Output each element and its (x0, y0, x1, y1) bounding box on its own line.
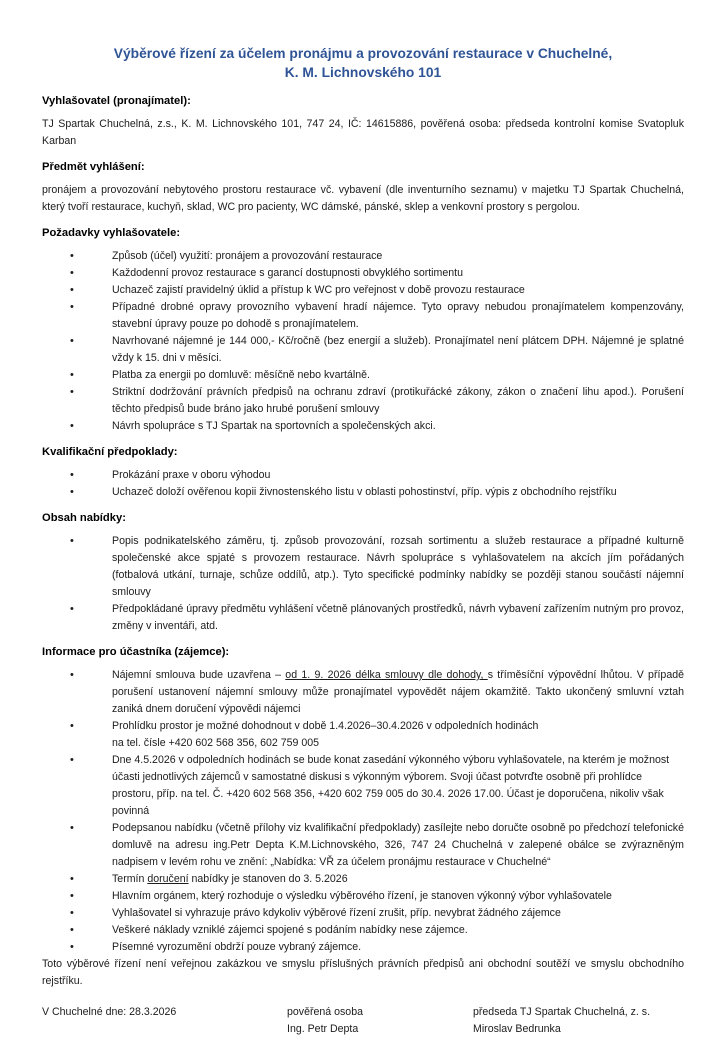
list-item: • Písemné vyrozumění obdrží pouze vybraný zájemce. (42, 939, 684, 956)
authorized-person-role: pověřená osoba (287, 1006, 363, 1018)
list-item (42, 718, 684, 752)
list-item: • Návrh spolupráce s TJ Spartak na sportovních a společenských akci. (42, 418, 684, 435)
subject-paragraph: pronájem a provozování nebytového prostoru restaurace vč. vybavení (dle inventurního seznamu) v majetku TJ Spartak Chuchelná, který tvoří restaurace, kuchyň, sklad, WC pro pacienty, WC dámské, pánské, sklep a venkovní prostory s pergolou. (42, 184, 684, 213)
list-item (42, 667, 684, 718)
lease-start-pre: Nájemní smlouva bude uzavřena – (112, 669, 286, 681)
list-item: • Předpokládané úpravy předmětu vyhlášení včetně plánovaných prostředků, návrh vybavení zařízením nutným pro provoz, změny v inventáři, atd. (42, 601, 684, 635)
list-item: • Podepsanou nabídku (včetně přílohy viz kvalifikační předpoklady) zasílejte nebo doručte osobně po předchozí telefonické domluvě na adresu ing.Petr Depta K.M.Lichnovského, 326, 747 24 Chuchelná v zalepené obálce se zvýrazněným nadpisem v levém rohu ve znění: „Nabídka: VŘ za účelem pronájmu restaurace v Chuchelné“ (42, 820, 684, 871)
section-heading-requirements: Požadavky vyhlašovatele: (42, 227, 181, 239)
chairman (473, 1004, 684, 1038)
section-heading-subject: Předmět vyhlášení: (42, 161, 145, 173)
list-item: • Dne 4.5.2026 v odpoledních hodinách se bude konat zasedání výkonného výboru vyhlašovatele, na kterém je možnost účasti jednotlivých zájemců v samostatné diskusi s výkonným výborem. Svoji účast potvrďte osobně při prohlídce prostoru, příp. na tel. Č. +420 602 568 356, +420 602 759 005 do 30.4. 2026 17.00. Účast je doporučena, nikoliv však povinná (42, 752, 684, 820)
list-item (42, 871, 684, 888)
signature-block (42, 1004, 684, 1038)
viewing-line1: Prohlídku prostor je možné dohodnout v době 1.4.2026–30.4.2026 v odpoledních hodinách (112, 720, 539, 732)
requirements-list (42, 248, 684, 435)
section-heading-announcer: Vyhlašovatel (pronajímatel): (42, 95, 191, 107)
list-item: • Případné drobné opravy provozního vybavení hradí nájemce. Tyto opravy nebudou pronajímatelem kompenzovány, stavební úpravy pouze po dohodě s pronajímatelem. (42, 299, 684, 333)
deadline-post: nabídky je stanoven do 3. 5.2026 (188, 873, 348, 885)
list-item: • Platba za energii po domluvě: měsíčně nebo kvartálně. (42, 367, 684, 384)
list-item: • Veškeré náklady vzniklé zájemci spojené s podáním nabídky nese zájemce. (42, 922, 684, 939)
lease-start-post: s tříměsíční výpovědní lhůtou. V případě porušení ustanovení nájemní smlouvy může pronajímatel vypovědět nájem okamžitě. Takto ukončený smluvní vztah zaniká dnem doručení výpovědi nájemci (112, 669, 684, 715)
list-item: • Vyhlašovatel si vyhrazuje právo kdykoliv výběrové řízení zrušit, příp. nevybrat žádného zájemce (42, 905, 684, 922)
announcer-paragraph: TJ Spartak Chuchelná, z.s., K. M. Lichnovského 101, 747 24, IČ: 14615886, pověřená osoba: předseda kontrolní komise Svatopluk Karban (42, 118, 684, 147)
qualification-list (42, 467, 684, 501)
list-item: • Způsob (účel) využití: pronájem a provozování restaurace (42, 248, 684, 265)
list-item: • Hlavním orgánem, který rozhoduje o výsledku výběrového řízení, je stanoven výkonný výbor vyhlašovatele (42, 888, 684, 905)
list-item: • Uchazeč doloží ověřenou kopii živnostenského listu v oblasti pohostinství, příp. výpis z obchodního rejstříku (42, 484, 684, 501)
list-item: • Prokázání praxe v oboru výhodou (42, 467, 684, 484)
viewing-line2: na tel. čísle +420 602 568 356, 602 759 005 (112, 737, 320, 749)
lease-start-underlined: od 1. 9. 2026 délka smlouvy dle dohody, (285, 669, 488, 681)
list-item: • Striktní dodržování právních předpisů na ochranu zdraví (protikuřácké zákony, zákon o značení lihu apod.). Porušení těchto předpisů bude bráno jako hrubé porušení smlouvy (42, 384, 684, 418)
section-heading-qualification: Kvalifikační předpoklady: (42, 446, 178, 458)
list-item: • Uchazeč zajistí pravidelný úklid a přístup k WC pro veřejnost v době provozu restaurace (42, 282, 684, 299)
section-heading-participant-info: Informace pro účastníka (zájemce): (42, 646, 230, 658)
chairman-role: předseda TJ Spartak Chuchelná, z. s. (473, 1006, 651, 1018)
document-title (42, 44, 684, 82)
document-title-line1: Výběrové řízení za účelem pronájmu a provozování restaurace v Chuchelné, (113, 46, 613, 61)
authorized-person-name: Ing. Petr Depta (287, 1023, 359, 1035)
section-heading-offer-content: Obsah nabídky: (42, 512, 126, 524)
closing-paragraph: Toto výběrové řízení není veřejnou zakázkou ve smyslu příslušných právních předpisů ani obchodní soutěží ve smyslu obchodního rejstříku. (42, 958, 684, 987)
place-date: V Chuchelné dne: 28.3.2026 (42, 1006, 177, 1018)
chairman-name: Miroslav Bedrunka (473, 1023, 561, 1035)
list-item: • Každodenní provoz restaurace s garancí dostupnosti obvyklého sortimentu (42, 265, 684, 282)
participant-info-list (42, 667, 684, 956)
authorized-person (287, 1004, 473, 1038)
list-item: • Navrhované nájemné je 144 000,- Kč/ročně (bez energií a služeb). Pronajímatel není plátcem DPH. Nájemné je splatné vždy k 15. dni v měsíci. (42, 333, 684, 367)
list-item: • Popis podnikatelského záměru, tj. způsob provozování, rozsah sortimentu a služeb restaurace a případné kulturně společenské akce spjaté s provozem restaurace. Návrh spolupráce s vyhlašovatelem na akcích jím pořádaných (fotbalová utkání, turnaje, schůze oddílů, atp.). Tyto specifické podmínky nabídky se později stanou součástí nájemní smlouvy (42, 533, 684, 601)
deadline-pre: Termín (112, 873, 148, 885)
document-title-line2: K. M. Lichnovského 101 (284, 65, 442, 80)
deadline-underlined: doručení (147, 873, 189, 885)
offer-content-list (42, 533, 684, 635)
